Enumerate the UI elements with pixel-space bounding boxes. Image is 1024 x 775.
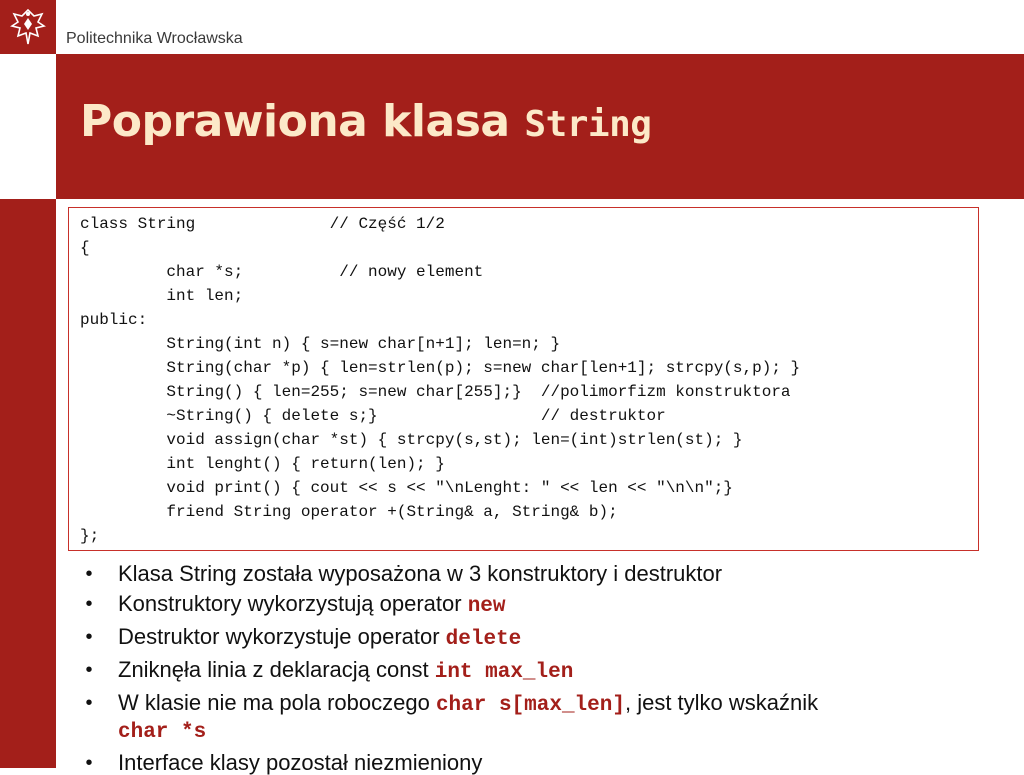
top-header [0,0,1024,54]
bullet-code-second: char *s [118,721,207,744]
bullet-item [80,592,1010,619]
bullet-marker: • [85,563,93,585]
bullet-code: int max_len [434,661,574,684]
bullet-marker: • [85,626,93,648]
bullet-code: delete [445,628,522,651]
bullet-marker: • [85,752,93,774]
bullet-item [80,625,1010,652]
bullet-text: Destruktor wykorzystuje operator [118,624,446,649]
left-strip-gap [0,54,56,199]
code-line: int len; [80,287,244,305]
code-line: ~String() { delete s;} // destruktor [80,407,666,425]
code-line: { [80,239,90,257]
bullet-text: Konstruktory wykorzystują operator [118,591,468,616]
code-line: String(int n) { s=new char[n+1]; len=n; } [80,335,561,353]
bullet-code: char s[max_len] [435,694,625,717]
bullet-marker: • [85,659,93,681]
code-line: void assign(char *st) { strcpy(s,st); len=(int)strlen(st); } [80,431,743,449]
slide-title-text: Poprawiona klasa [80,96,525,147]
bullet-item [80,562,1010,586]
bullet-item [80,691,1010,745]
code-line: public: [80,311,148,329]
university-name: Politechnika Wrocławska [66,30,243,47]
bullet-code: new [467,595,506,618]
code-line: class String // Część 1/2 [80,215,445,233]
bullet-text: Klasa String została wyposażona w 3 konstruktory i destruktor [118,561,723,586]
code-listing [68,207,979,551]
bullet-marker: • [85,692,93,714]
bullet-text: W klasie nie ma pola roboczego [118,690,436,715]
slide-title-code: String [524,104,652,145]
bullet-text: Interface klasy pozostał niezmieniony [118,750,483,775]
bullet-list [80,556,1010,775]
bullet-item [80,658,1010,685]
bullet-text: Zniknęła linia z deklaracją const [118,657,435,682]
university-logo [0,0,56,54]
bullet-text-continued: , jest tylko wskaźnik [624,690,819,715]
code-line: }; [80,527,100,545]
code-line: char *s; // nowy element [80,263,484,281]
code-line: void print() { cout << s << "\nLenght: " << len << "\n\n";} [80,479,733,497]
eagle-crest-icon [10,6,46,48]
bullet-marker: • [85,593,93,615]
bullet-item [80,751,1010,775]
code-line: int lenght() { return(len); } [80,455,445,473]
slide-title [80,96,651,147]
code-line: friend String operator +(String& a, String& b); [80,503,618,521]
code-line: String() { len=255; s=new char[255];} //polimorfizm konstruktora [80,383,791,401]
code-line: String(char *p) { len=strlen(p); s=new char[len+1]; strcpy(s,p); } [80,359,801,377]
